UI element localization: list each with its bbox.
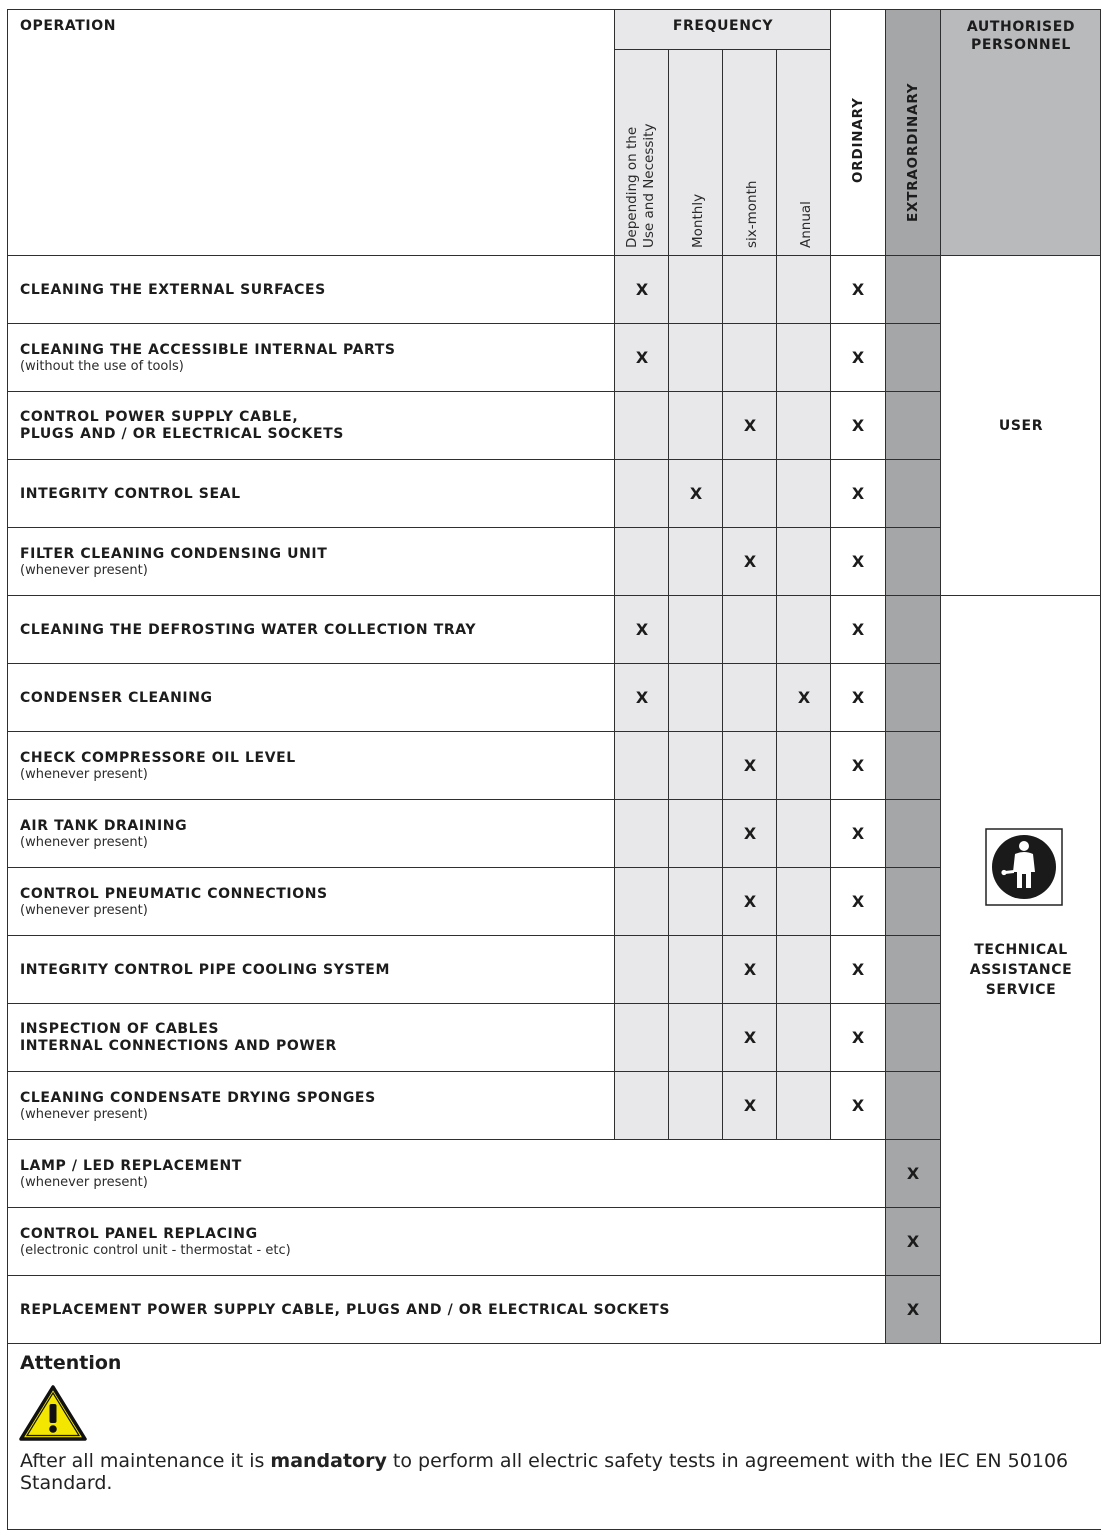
frequency-cell [776,799,831,868]
frequency-cell [668,663,723,732]
extraordinary-cell [885,663,941,732]
operation-note: (whenever present) [20,1106,148,1122]
extraordinary-cell [885,459,941,528]
ordinary-mark: X [851,484,865,503]
operation-item [20,1302,670,1319]
operation-item [20,886,328,919]
note-text-1: After all maintenance it is [20,1450,271,1472]
frequency-cell [668,1071,723,1140]
operation-title: CHECK COMPRESSORE OIL LEVEL [20,749,296,766]
operation-header-cell [7,9,615,256]
personnel-user: USER [998,418,1044,434]
operation-item [20,282,326,299]
ordinary-mark: X [851,688,865,707]
ordinary-header: ORDINARY [850,97,866,183]
extraordinary-cell [885,1003,941,1072]
authorised-personnel-header: AUTHORISED PERSONNEL [966,19,1076,53]
operation-title: INTEGRITY CONTROL SEAL [20,485,241,502]
operation-item [20,690,213,707]
technician-with-wrench-icon [985,828,1063,910]
operation-title: CONTROL PANEL REPLACING [20,1225,258,1242]
frequency-cell [668,731,723,800]
frequency-cell [668,595,723,664]
frequency-cell [776,867,831,936]
note-text-2: to perform all electric safety tests in agreement with the IEC EN 50106 Standard. [20,1450,1069,1494]
operation-item [20,342,396,375]
frequency-cell [722,663,777,732]
frequency-cell [668,935,723,1004]
operation-title: INSPECTION OF CABLES INTERNAL CONNECTIONS AND POWER [20,1021,337,1054]
ordinary-mark: X [851,1096,865,1115]
ordinary-mark: X [851,348,865,367]
frequency-cell [668,527,723,596]
frequency-mark: X [743,552,757,571]
extraordinary-cell [885,867,941,936]
extraordinary-cell [885,595,941,664]
frequency-cell [668,867,723,936]
operation-note: (whenever present) [20,766,148,782]
frequency-cell [614,1071,669,1140]
operation-item [20,546,327,579]
operation-title: CONTROL POWER SUPPLY CABLE, PLUGS AND / OR ELECTRICAL SOCKETS [20,409,344,442]
frequency-mark: X [743,824,757,843]
frequency-mark: X [743,416,757,435]
operation-item [20,409,344,443]
frequency-mark: X [689,484,703,503]
frequency-cell [614,459,669,528]
extraordinary-header: EXTRAORDINARY [905,82,921,222]
frequency-cell [668,323,723,392]
frequency-cell [776,255,831,324]
extraordinary-cell [885,323,941,392]
operation-note: (without the use of tools) [20,358,184,374]
operation-title: CLEANING THE DEFROSTING WATER COLLECTION TRAY [20,621,477,638]
frequency-cell [722,595,777,664]
frequency-cell [722,323,777,392]
frequency-cell [614,935,669,1004]
frequency-cell [668,391,723,460]
frequency-cell [776,1071,831,1140]
ordinary-mark: X [851,552,865,571]
operation-item [20,1021,337,1055]
operation-item [20,962,390,979]
frequency-cell [614,799,669,868]
operation-title: CONDENSER CLEANING [20,689,213,706]
frequency-cell [668,799,723,868]
frequency-cell [776,935,831,1004]
operation-title: INTEGRITY CONTROL PIPE COOLING SYSTEM [20,961,391,978]
operation-title: CLEANING THE EXTERNAL SURFACES [20,281,326,298]
frequency-mark: X [743,1096,757,1115]
frequency-mark: X [743,892,757,911]
ordinary-mark: X [851,620,865,639]
attention-note [20,1450,1095,1494]
personnel-technical: TECHNICAL ASSISTANCE SERVICE [969,942,1073,998]
extraordinary-mark: X [906,1232,920,1251]
frequency-cell [776,391,831,460]
operation-item [20,486,241,503]
warning-triangle-icon [18,1384,88,1446]
frequency-column-label-0: Depending on the Use and Necessity [624,123,657,248]
frequency-cell [614,391,669,460]
extraordinary-cell [885,391,941,460]
frequency-cell [668,1003,723,1072]
ordinary-mark: X [851,756,865,775]
operation-item [20,750,296,783]
frequency-cell [776,595,831,664]
operation-item [20,1090,376,1123]
operation-item [20,818,187,851]
frequency-cell [776,1003,831,1072]
operation-note: (whenever present) [20,902,148,918]
operation-title: REPLACEMENT POWER SUPPLY CABLE, PLUGS AND / OR ELECTRICAL SOCKETS [20,1301,670,1318]
frequency-mark: X [635,280,649,299]
operation-note: (whenever present) [20,1174,148,1190]
ordinary-mark: X [851,960,865,979]
ordinary-mark: X [851,1028,865,1047]
frequency-cell [722,459,777,528]
frequency-cell [614,867,669,936]
operation-item [20,622,476,639]
frequency-mark: X [635,688,649,707]
operation-title: CONTROL PNEUMATIC CONNECTIONS [20,885,328,902]
extraordinary-cell [885,527,941,596]
frequency-mark: X [743,756,757,775]
extraordinary-cell [885,935,941,1004]
operation-note: (electronic control unit - thermostat - etc) [20,1242,291,1258]
frequency-column-label-3: Annual [798,201,814,248]
operation-title: AIR TANK DRAINING [20,817,188,834]
note-mandatory: mandatory [270,1450,387,1472]
attention-box [7,1343,1101,1530]
frequency-cell [614,527,669,596]
frequency-cell [776,459,831,528]
frequency-mark: X [635,620,649,639]
frequency-header: FREQUENCY [672,18,774,34]
frequency-mark: X [743,1028,757,1047]
operation-item [20,1158,242,1191]
extraordinary-cell [885,1071,941,1140]
extraordinary-mark: X [906,1164,920,1183]
operation-title: CLEANING THE ACCESSIBLE INTERNAL PARTS [20,341,396,358]
frequency-cell [614,1003,669,1072]
frequency-cell [776,323,831,392]
frequency-cell [614,731,669,800]
frequency-mark: X [743,960,757,979]
ordinary-mark: X [851,824,865,843]
operation-note: (whenever present) [20,834,148,850]
frequency-column-label-1: Monthly [690,193,706,248]
operation-title: FILTER CLEANING CONDENSING UNIT [20,545,328,562]
frequency-cell [776,731,831,800]
operation-title: LAMP / LED REPLACEMENT [20,1157,242,1174]
operation-title: CLEANING CONDENSATE DRYING SPONGES [20,1089,376,1106]
frequency-cell [668,255,723,324]
operation-note: (whenever present) [20,562,148,578]
frequency-cell [722,255,777,324]
extraordinary-cell [885,731,941,800]
frequency-column-label-2: six-month [744,180,760,248]
ordinary-mark: X [851,892,865,911]
frequency-cell [776,527,831,596]
frequency-mark: X [797,688,811,707]
operation-header: OPERATION [20,18,117,34]
extraordinary-cell [885,255,941,324]
ordinary-mark: X [851,416,865,435]
frequency-mark: X [635,348,649,367]
extraordinary-mark: X [906,1300,920,1319]
extraordinary-cell [885,799,941,868]
operation-item [20,1226,291,1259]
ordinary-mark: X [851,280,865,299]
attention-title: Attention [20,1352,122,1374]
